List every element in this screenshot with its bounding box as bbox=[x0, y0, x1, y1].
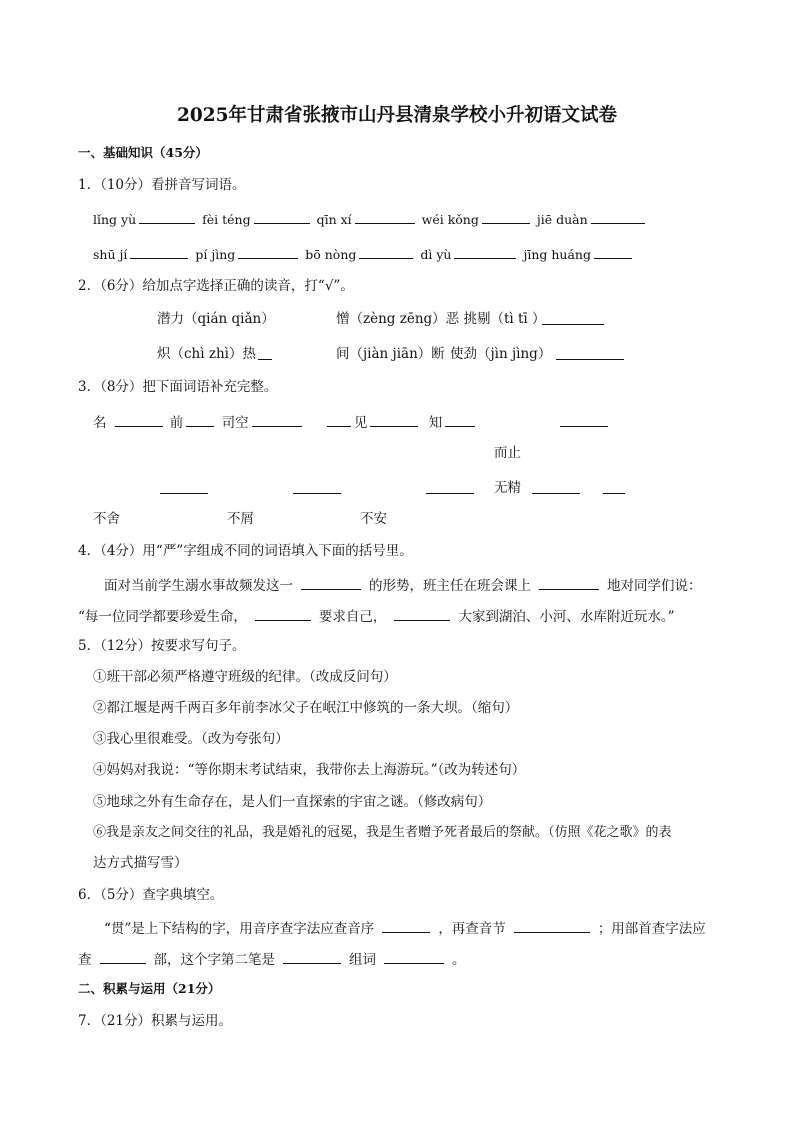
answer-blank[interactable] bbox=[130, 244, 188, 259]
sentence-text: 组词 bbox=[349, 952, 376, 968]
sentence-text: ，再查音节 bbox=[438, 921, 506, 937]
answer-blank[interactable] bbox=[254, 209, 310, 224]
answer-blank[interactable] bbox=[293, 479, 341, 494]
answer-blank[interactable] bbox=[255, 606, 311, 621]
idiom-char: 司空 bbox=[221, 415, 249, 431]
idiom-char: 不舍 bbox=[93, 511, 120, 527]
pinyin-row-2 bbox=[93, 244, 635, 264]
question-4-sentence-1 bbox=[104, 575, 702, 595]
sentence-text: 要求自己， bbox=[318, 609, 387, 625]
section-heading-2: 二、积累与运用（21分） bbox=[78, 981, 221, 996]
question-2-heading: 2．（6分）给加点字选择正确的读音，打“√”。 bbox=[78, 278, 354, 294]
answer-blank[interactable] bbox=[186, 412, 214, 427]
question-4-sentence-2 bbox=[78, 606, 675, 626]
sentence-task: ⑤地球之外有生命存在，是人们一直探索的宇宙之谜。（修改病句） bbox=[93, 794, 492, 810]
answer-blank[interactable] bbox=[560, 412, 608, 427]
sentence-text: 查 bbox=[78, 952, 92, 968]
question-6-line-2 bbox=[78, 949, 466, 969]
idiom-char: 见 bbox=[353, 415, 368, 431]
pinyin-item: dì yù bbox=[420, 247, 452, 262]
section-heading-1: 一、基础知识（45分） bbox=[78, 145, 208, 160]
answer-blank[interactable] bbox=[382, 918, 430, 933]
pronunciation-item: 炽（chì zhì）热 bbox=[157, 346, 256, 362]
pinyin-item: jiē duàn bbox=[536, 212, 588, 227]
idiom-char: 知 bbox=[428, 415, 443, 431]
answer-blank[interactable] bbox=[482, 209, 530, 224]
pinyin-item: lǐng yù bbox=[93, 212, 137, 227]
sentence-task: ①班干部必须严格遵守班级的纪律。（改成反问句） bbox=[93, 669, 397, 685]
sentence-text: ；用部首查字法应 bbox=[597, 921, 706, 937]
answer-blank[interactable] bbox=[426, 479, 474, 494]
answer-blank[interactable] bbox=[394, 606, 450, 621]
answer-blank[interactable] bbox=[539, 575, 599, 590]
answer-blank[interactable] bbox=[139, 209, 195, 224]
idiom-char: 不安 bbox=[360, 511, 387, 527]
sentence-text: “每一位同学都要珍爱生命， bbox=[78, 609, 247, 625]
answer-blank[interactable] bbox=[359, 244, 413, 259]
pinyin-row-1 bbox=[93, 209, 648, 229]
answer-blank[interactable] bbox=[556, 345, 624, 360]
question-1-heading: 1．（10分）看拼音写词语。 bbox=[78, 177, 246, 193]
pronunciation-item: 使劲（jìn jìng） bbox=[450, 346, 552, 362]
sentence-text: 地对同学们说： bbox=[607, 578, 702, 594]
idiom-char: 前 bbox=[169, 415, 184, 431]
answer-blank[interactable] bbox=[160, 479, 208, 494]
pinyin-item: bō nòng bbox=[305, 247, 357, 262]
answer-blank[interactable] bbox=[238, 244, 298, 259]
answer-blank[interactable] bbox=[355, 209, 415, 224]
answer-blank[interactable] bbox=[115, 412, 163, 427]
question-6-heading: 6．（5分）查字典填空。 bbox=[78, 887, 224, 903]
answer-blank[interactable] bbox=[454, 244, 516, 259]
answer-blank[interactable] bbox=[327, 412, 351, 427]
pinyin-item: pí jìng bbox=[195, 247, 236, 262]
sentence-text: 面对当前学生溺水事故频发这一 bbox=[104, 578, 293, 594]
idiom-char: 无精 bbox=[494, 480, 521, 496]
answer-blank[interactable] bbox=[283, 949, 341, 964]
sentence-text: 部，这个字第二笔是 bbox=[153, 952, 275, 968]
sentence-task: ④妈妈对我说：“等你期末考试结束，我带你去上海游玩。”（改为转述句） bbox=[93, 762, 526, 778]
sentence-text: 。 bbox=[452, 952, 466, 968]
question-3-heading: 3．（8分）把下面词语补充完整。 bbox=[78, 379, 278, 395]
question-4-heading: 4．（4分）用“严”字组成不同的词语填入下面的括号里。 bbox=[78, 543, 413, 559]
pinyin-item: jīng huáng bbox=[523, 247, 591, 262]
answer-blank[interactable] bbox=[591, 209, 645, 224]
answer-blank[interactable] bbox=[370, 412, 418, 427]
idiom-char: 名 bbox=[93, 415, 107, 431]
answer-blank[interactable] bbox=[100, 949, 146, 964]
sentence-task: ③我心里很难受。（改为夸张句） bbox=[93, 731, 289, 747]
question-6-line-1 bbox=[104, 918, 706, 938]
pronunciation-item: 间（jiàn jiān）断 bbox=[336, 346, 445, 362]
answer-blank[interactable] bbox=[542, 310, 604, 325]
pronunciation-item: 潜力（qián qiǎn） bbox=[157, 311, 275, 327]
idiom-char: 而止 bbox=[494, 445, 521, 461]
sentence-task: ②都江堰是两千两百多年前李冰父子在岷江中修筑的一条大坝。（缩句） bbox=[93, 700, 519, 716]
sentence-task: ⑥我是亲友之间交往的礼品，我是婚礼的冠冕，我是生者赠予死者最后的祭献。（仿照《花之歌》的表 bbox=[93, 825, 672, 840]
sentence-task-continued: 达方式描写雪） bbox=[93, 855, 188, 871]
sentence-text: 的形势，班主任在班会课上 bbox=[369, 578, 531, 594]
idiom-char: 不屑 bbox=[227, 511, 254, 527]
answer-blank[interactable] bbox=[252, 412, 302, 427]
pinyin-item: wéi kǒng bbox=[421, 212, 479, 227]
idiom-row-1 bbox=[93, 412, 478, 432]
answer-blank[interactable] bbox=[445, 412, 475, 427]
answer-blank[interactable] bbox=[532, 479, 580, 494]
answer-blank[interactable] bbox=[514, 918, 590, 933]
page-title: 2025年甘肃省张掖市山丹县清泉学校小升初语文试卷 bbox=[177, 105, 617, 126]
sentence-text: “贯”是上下结构的字，用音序查字法应查音序 bbox=[104, 921, 375, 937]
question-5-heading: 5．（12分）按要求写句子。 bbox=[78, 638, 246, 654]
pinyin-item: fèi téng bbox=[202, 212, 251, 227]
answer-blank[interactable] bbox=[384, 949, 444, 964]
pinyin-item: shū jí bbox=[93, 247, 128, 262]
answer-blank[interactable] bbox=[301, 575, 361, 590]
pinyin-item: qīn xí bbox=[316, 212, 352, 227]
pronunciation-item: 憎（zèng zēng）恶 挑剔（tì tī ） bbox=[336, 311, 546, 327]
answer-blank[interactable] bbox=[603, 479, 625, 494]
answer-blank[interactable] bbox=[594, 244, 632, 259]
answer-blank[interactable] bbox=[258, 345, 272, 360]
sentence-text: 大家到湖泊、小河、水库附近玩水。” bbox=[458, 609, 675, 625]
question-7-heading: 7．（21分）积累与运用。 bbox=[78, 1013, 233, 1029]
